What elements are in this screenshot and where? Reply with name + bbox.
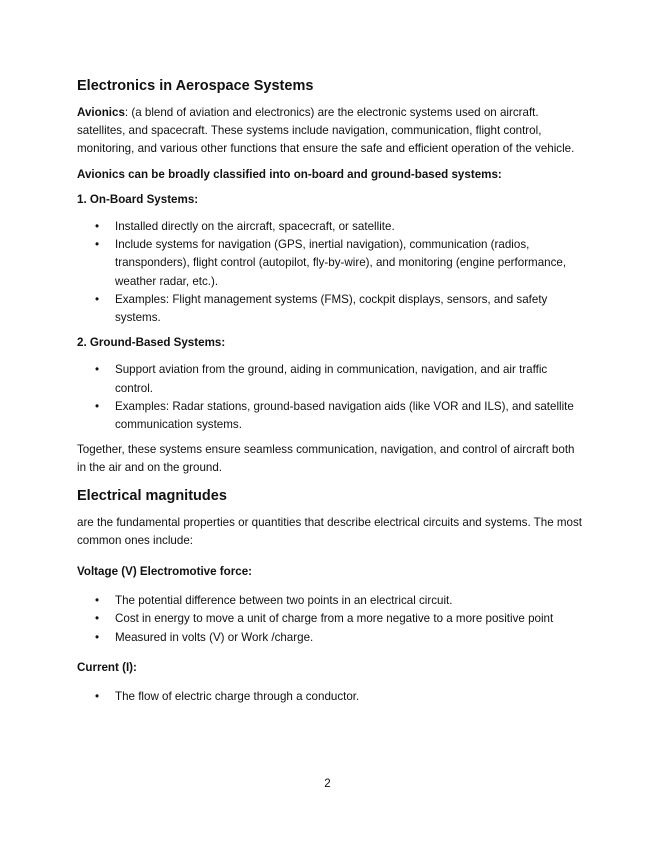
ground-heading: 2. Ground-Based Systems:	[77, 336, 226, 350]
bullet-icon: •	[95, 399, 100, 413]
list-item-text: Include systems for navigation (GPS, inertial navigation), communication (radios, transponders), flight control (autopilot, fly-by-wire), and monitoring (engine performance, weather radar, etc.).	[115, 238, 567, 288]
list-item	[77, 291, 582, 327]
bullet-icon: •	[95, 238, 100, 252]
avionics-definition	[77, 104, 582, 159]
bullet-icon: •	[95, 690, 100, 704]
list-item	[77, 610, 582, 628]
bullet-icon: •	[95, 630, 100, 644]
list-item-text: Cost in energy to move a unit of charge from a more negative to a more positive point	[115, 612, 554, 626]
bullet-icon: •	[95, 612, 100, 626]
voltage-heading: Voltage (V) Electromotive force:	[77, 565, 253, 579]
list-item-text: The flow of electric charge through a conductor.	[115, 690, 360, 704]
bullet-icon: •	[95, 220, 100, 234]
avionics-definition-text: : (a blend of aviation and electronics) are the electronic systems used on aircraft. satellites, and spacecraft. These systems include navigation, communication, flight control, monitoring, and various other functions that ensure the safe and efficient operation of the vehicle.	[77, 106, 575, 156]
avionics-term: Avionics	[77, 106, 125, 119]
list-item	[77, 629, 582, 647]
list-item-text: Support aviation from the ground, aiding in communication, navigation, and air traffic control.	[115, 363, 548, 395]
list-item	[77, 688, 582, 706]
list-item	[77, 592, 582, 610]
list-item	[77, 398, 582, 434]
list-item-text: Examples: Flight management systems (FMS), cockpit displays, sensors, and safety systems.	[115, 292, 548, 325]
conclusion-paragraph: Together, these systems ensure seamless communication, navigation, and control of aircraft both in the air and on the ground.	[77, 443, 575, 475]
current-heading: Current (I):	[77, 660, 137, 674]
ground-list	[77, 361, 582, 434]
page-number: 2	[324, 777, 331, 790]
electrical-intro: are the fundamental properties or quantities that describe electrical circuits and systems. The most common ones include:	[77, 515, 583, 547]
list-item-text: Installed directly on the aircraft, spacecraft, or satellite.	[115, 220, 395, 234]
bullet-icon: •	[95, 594, 100, 608]
onboard-list	[77, 218, 582, 327]
list-item	[77, 218, 582, 236]
page-content	[77, 77, 582, 713]
list-item-text: Examples: Radar stations, ground-based navigation aids (like VOR and ILS), and satellite communication systems.	[115, 399, 574, 432]
section-title-electrical: Electrical magnitudes	[77, 487, 227, 504]
section-title-aerospace: Electronics in Aerospace Systems	[77, 78, 314, 94]
list-item	[77, 236, 582, 291]
list-item-text: The potential difference between two points in an electrical circuit.	[115, 594, 453, 608]
bullet-icon: •	[95, 292, 100, 306]
list-item	[77, 361, 582, 397]
classification-statement: Avionics can be broadly classified into on-board and ground-based systems:	[77, 167, 502, 181]
list-item-text: Measured in volts (V) or Work /charge.	[115, 630, 314, 644]
bullet-icon: •	[95, 363, 100, 377]
current-list	[77, 688, 582, 706]
voltage-list	[77, 592, 582, 647]
onboard-heading: 1. On-Board Systems:	[77, 192, 199, 206]
